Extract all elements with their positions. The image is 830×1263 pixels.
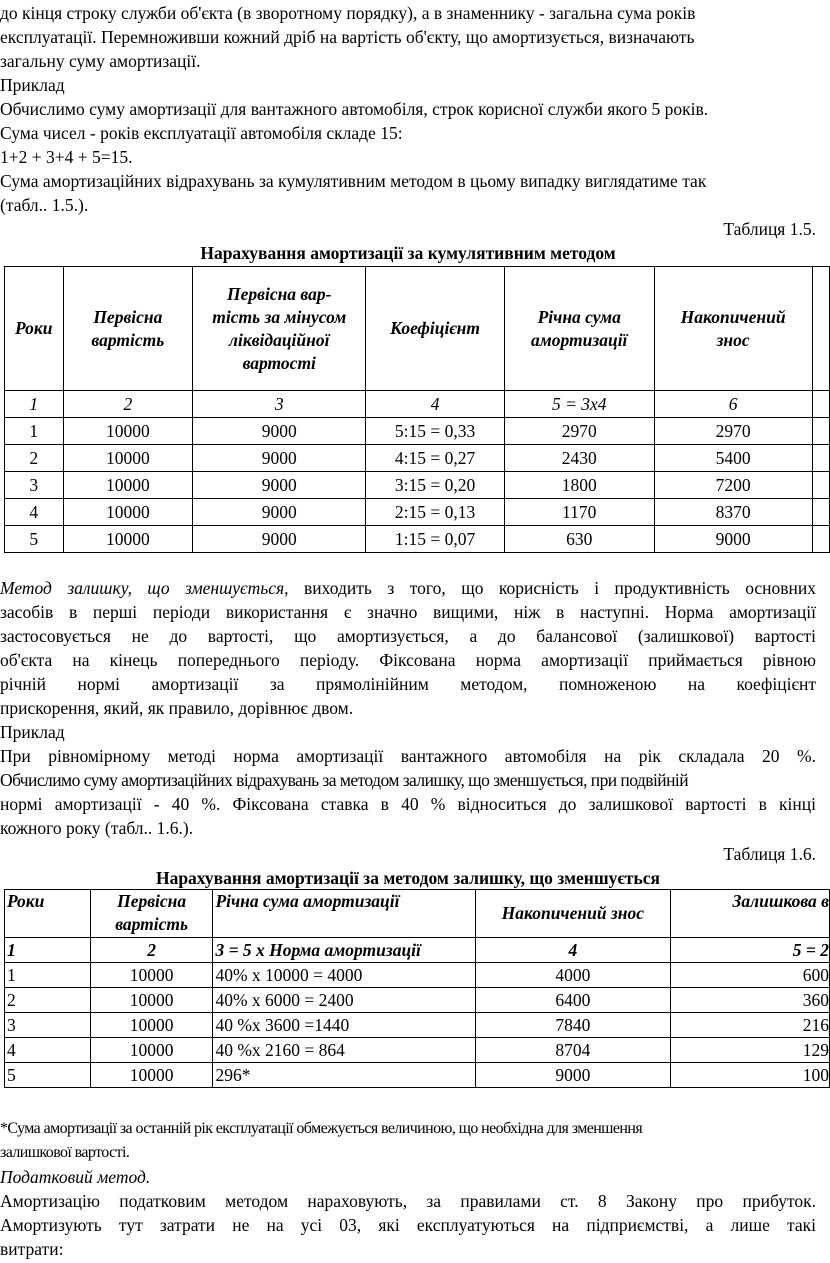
- table-row: [5, 963, 830, 988]
- table-row: [5, 1013, 830, 1038]
- table-row: [5, 526, 830, 553]
- table-cell: 4: [366, 391, 504, 418]
- table-cell: 5:15 = 0,33: [366, 418, 504, 445]
- table-cell: 2:15 = 0,13: [366, 499, 504, 526]
- table-cell: [812, 445, 829, 472]
- table-cell: [812, 391, 829, 418]
- table-row: [5, 472, 830, 499]
- paragraph-line: річній нормі амортизації за прямолінійним методом, помноженою на коефіцієнт: [0, 674, 816, 694]
- table-cell: 2970: [654, 418, 812, 445]
- table-cell: 100: [670, 1063, 829, 1088]
- paragraph-line: витрати:: [0, 1239, 64, 1259]
- table-cell: 10000: [63, 418, 193, 445]
- table-cell: 1: [5, 418, 64, 445]
- paragraph-line: кожного року (табл.. 1.6.).: [0, 818, 194, 838]
- header-net-cost: Первісна вар-тість за мінусом ліквідаційної вартості: [193, 267, 366, 391]
- table-cell: 7840: [476, 1013, 671, 1038]
- table-cell: 5: [5, 1063, 91, 1088]
- paragraph-line: Амортизацію податковим методом нараховують, за правилами ст. 8 Закону про прибуток.: [0, 1191, 816, 1211]
- table-cell: 10000: [90, 988, 213, 1013]
- table-cell: 40% х 10000 = 4000: [213, 963, 476, 988]
- table-cell: [812, 472, 829, 499]
- table-cell: 40 %х 2160 = 864: [213, 1038, 476, 1063]
- intro-line: до кінця строку служби об'єкта (в зворотному порядку), а в знаменнику - загальна сума років: [0, 3, 696, 23]
- header-annual-depreciation: Річна сума амортизації: [213, 890, 476, 938]
- table-numbering-row: [5, 938, 830, 963]
- example-label: Приклад: [0, 722, 65, 742]
- table-cell: 1: [5, 938, 91, 963]
- table-cell: 4: [5, 499, 64, 526]
- table-cell: 3: [5, 1013, 91, 1038]
- example-label: Приклад: [0, 75, 65, 95]
- table-cell: 9000: [476, 1063, 671, 1088]
- header-accumulated-wear: Накопичений знос: [476, 890, 671, 938]
- declining-balance-table: [4, 889, 830, 1088]
- table-row: [5, 988, 830, 1013]
- table-cell: 9000: [193, 418, 366, 445]
- paragraph-line: [0, 576, 816, 600]
- table-cell: 10000: [63, 499, 193, 526]
- table-cell: 2: [90, 938, 213, 963]
- header-years: Роки: [5, 890, 91, 938]
- header-extra: [812, 267, 829, 391]
- footer-section: [0, 1117, 830, 1261]
- table-cell: 1170: [504, 499, 654, 526]
- table-cell: 4:15 = 0,27: [366, 445, 504, 472]
- table-cell: 2430: [504, 445, 654, 472]
- table-cell: 10000: [63, 526, 193, 553]
- table-cell: 5400: [654, 445, 812, 472]
- table-cell: 296*: [213, 1063, 476, 1088]
- table-cell: 40% х 6000 = 2400: [213, 988, 476, 1013]
- table-cell: 1: [5, 963, 91, 988]
- paragraph-line: Амортизують тут затрати не на усі 03, які експлуатуються на підприємстві, а лише такі: [0, 1215, 816, 1235]
- table-cell: 360: [670, 988, 829, 1013]
- table-cell: 129: [670, 1038, 829, 1063]
- table-cell: 2: [5, 445, 64, 472]
- table-cell: 6400: [476, 988, 671, 1013]
- header-coefficient: Коефіцієнт: [366, 267, 504, 391]
- table-cell: 1800: [504, 472, 654, 499]
- table-cell: 6: [654, 391, 812, 418]
- table-cell: 630: [504, 526, 654, 553]
- table-row: [5, 499, 830, 526]
- table-cell: 10000: [90, 963, 213, 988]
- header-annual-depreciation: Річна сума амортизації: [504, 267, 654, 391]
- cumulative-method-table: [4, 266, 830, 553]
- table-cell: 8704: [476, 1038, 671, 1063]
- table-cell: [812, 418, 829, 445]
- table-cell: 5: [5, 526, 64, 553]
- paragraph-line: об'єкта на кінець попереднього періоду. Фіксована норма амортизації приймається рівною: [0, 650, 816, 670]
- paragraph-line: засобів в перші періоди використання є значно вищими, ніж в наступні. Норма амортизації: [0, 602, 816, 622]
- sum-text: Сума чисел - років експлуатації автомобіля складе 15:: [0, 123, 403, 143]
- table-cell: 4: [5, 1038, 91, 1063]
- table-cell: 7200: [654, 472, 812, 499]
- table-row: [5, 1038, 830, 1063]
- footnote: залишкової вартості.: [0, 1144, 130, 1161]
- table-cell: 3: [5, 472, 64, 499]
- table-cell: 9000: [193, 472, 366, 499]
- declining-balance-section: [0, 576, 816, 840]
- table-row: [5, 1063, 830, 1088]
- table-cell: 216: [670, 1013, 829, 1038]
- text-span: виходить з того, що корисність і продуктивність основних: [304, 578, 817, 598]
- table-cell: 9000: [193, 526, 366, 553]
- table-cell: 10000: [63, 472, 193, 499]
- table-cell: 10000: [90, 1013, 213, 1038]
- table1-label: Таблиця 1.5.: [723, 219, 816, 239]
- table-cell: 8370: [654, 499, 812, 526]
- table-cell: [812, 526, 829, 553]
- table-cell: [812, 499, 829, 526]
- table-cell: 1:15 = 0,07: [366, 526, 504, 553]
- table1-title: Нарахування амортизації за кумулятивним методом: [200, 243, 616, 263]
- table-cell: 3: [193, 391, 366, 418]
- table-cell: 5 = 2: [670, 938, 829, 963]
- table-cell: 1: [5, 391, 64, 418]
- cumulative-text: Сума амортизаційних відрахувань за кумулятивним методом в цьому випадку виглядатиме так: [0, 171, 707, 191]
- table-cell: 4000: [476, 963, 671, 988]
- table-cell: 2: [5, 988, 91, 1013]
- table-cell: 2970: [504, 418, 654, 445]
- table-cell: 3:15 = 0,20: [366, 472, 504, 499]
- footnote: *Сума амортизації за останній рік експлуатації обмежується величиною, що необхідна для зменшення: [0, 1120, 643, 1137]
- table-row: [5, 445, 830, 472]
- intro-section: [0, 1, 830, 217]
- paragraph-line: прискорення, який, як правило, дорівнює двом.: [0, 698, 354, 718]
- table2-title: Нарахування амортизації за методом залишку, що зменшується: [155, 868, 661, 888]
- table-cell: 2: [63, 391, 193, 418]
- header-accumulated-wear: Накопичений знос: [654, 267, 812, 391]
- table-row: [5, 418, 830, 445]
- table-cell: 40 %х 3600 =1440: [213, 1013, 476, 1038]
- table-cell: 9000: [193, 445, 366, 472]
- table2-label: Таблиця 1.6.: [723, 844, 816, 864]
- table-numbering-row: [5, 391, 830, 418]
- example-text: Обчислимо суму амортизації для вантажного автомобіля, строк корисної служби якого 5 років.: [0, 99, 709, 119]
- table-cell: 3 = 5 х Норма амортизації: [213, 938, 476, 963]
- cumulative-text: (табл.. 1.5.).: [0, 195, 89, 215]
- formula: 1+2 + 3+4 + 5=15.: [0, 147, 133, 167]
- header-initial-cost: Первісна вартість: [63, 267, 193, 391]
- header-initial-cost: Первісна вартість: [90, 890, 213, 938]
- paragraph-line: нормі амортизації - 40 %. Фіксована ставка в 40 % відноситься до залишкової вартості в кінці: [0, 794, 816, 814]
- method-name: Метод залишку, що зменшується,: [0, 578, 289, 598]
- paragraph-line: Обчислимо суму амортизаційних відрахувань за методом залишку, що зменшується, при подвійній: [0, 770, 689, 790]
- intro-line: загальну суму амортизації.: [0, 51, 201, 71]
- table-cell: 5 = 3х4: [504, 391, 654, 418]
- table-cell: 10000: [63, 445, 193, 472]
- table-header-row: [5, 890, 830, 938]
- table-cell: 600: [670, 963, 829, 988]
- table-header-row: [5, 267, 830, 391]
- table-cell: 10000: [90, 1063, 213, 1088]
- table-cell: 10000: [90, 1038, 213, 1063]
- table-cell: 4: [476, 938, 671, 963]
- intro-line: експлуатації. Перемноживши кожний дріб на вартість об'єкту, що амортизується, визначають: [0, 27, 695, 47]
- paragraph-line: застосовується не до вартості, що амортизується, а до балансової (залишкової) вартості: [0, 626, 816, 646]
- paragraph-line: При рівномірному методі норма амортизації вантажного автомобіля на рік складала 20 %.: [0, 746, 816, 766]
- header-years: Роки: [5, 267, 64, 391]
- table-cell: 9000: [193, 499, 366, 526]
- table-cell: 9000: [654, 526, 812, 553]
- tax-method-heading: Податковий метод.: [0, 1167, 151, 1187]
- header-residual-value: Залишкова в: [670, 890, 829, 938]
